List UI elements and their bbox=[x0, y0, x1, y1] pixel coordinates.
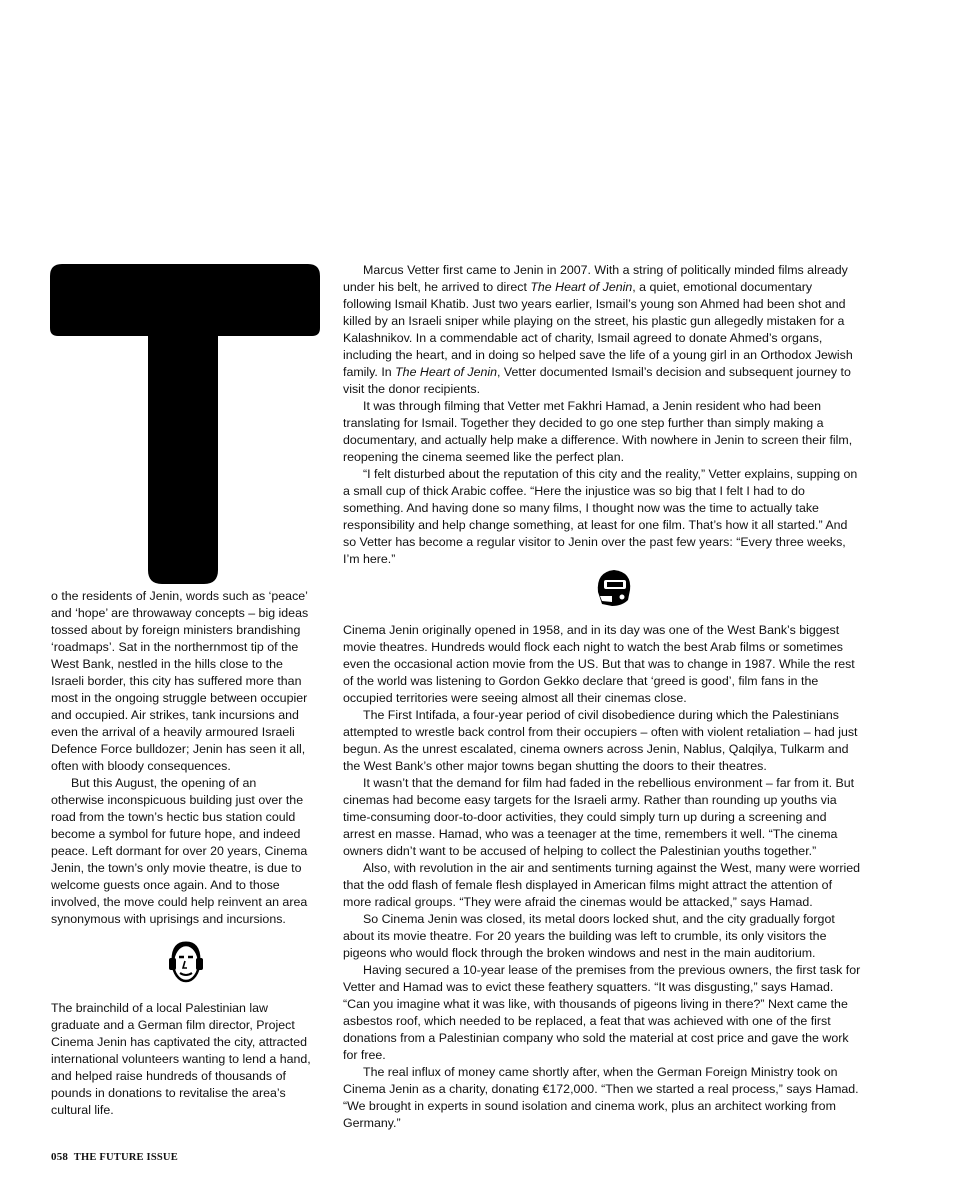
text-run: , Vetter documented Ismail’s decision and subsequent journey to visit the donor recipients. bbox=[343, 365, 851, 396]
paragraph: The real influx of money came shortly after, when the German Foreign Ministry took on Cinema Jenin as a charity, donating €172,000. “Then we started a real process,” says Hamad. “We brought in experts in sound isolation and cinema work, plus an architect working from Germany.” bbox=[343, 1065, 859, 1130]
text-run: , a quiet, emotional documentary following Ismail Khatib. Just two years earlier, Ismail’s young son Ahmed had been shot and killed by an Israeli sniper while playing on the street, his plastic gun allegedly mistaken for a Kalashnikov. In a commendable act of charity, Ismail agreed to donate Ahmed’s organs, including the heart, and in doing so helped save the life of a young girl in an Orthodox Jewish family. In bbox=[343, 280, 853, 379]
paragraph: So Cinema Jenin was closed, its metal doors locked shut, and the city gradually forgot about its movie theatre. For 20 years the building was left to crumble, its only visitors the pigeons who would flock through the broken windows and nest in the main auditorium. bbox=[343, 912, 835, 960]
paragraph: Cinema Jenin originally opened in 1958, and in its day was one of the West Bank’s biggest movie theatres. Hundreds would flock each night to watch the best Arab films or sometimes even the occasional action movie from the US. But that was to change in 1987. While the rest of the world was listening to Gordon Gekko declare that ‘greed is good’, film fans in the occupied territories were seeing almost all their cinemas close. bbox=[343, 623, 855, 705]
text-run: Marcus Vetter first came to Jenin in 2007. With a string of politically minded films already under his belt, he arrived to direct bbox=[343, 263, 848, 294]
paragraph: It was through filming that Vetter met Fakhri Hamad, a Jenin resident who had been translating for Ismail. Together they decided to go one step further than simply making a documentary, and actually help make a difference. With nowhere in Jenin to screen their film, reopening the cinema seemed like the perfect plan. bbox=[343, 399, 853, 464]
right-column-bottom bbox=[343, 622, 861, 1132]
paragraph: “I felt disturbed about the reputation of this city and the reality,” Vetter explains, supping on a small cup of thick Arabic coffee. “Here the injustice was so big that I felt I had to do something. And having done so many films, I thought now was the time to actually take responsibility and help change something, at least for one film. That’s how it all started.” And so Vetter has become a regular visitor to Jenin over the past few years: “Every three weeks, I’m here.” bbox=[343, 467, 858, 566]
right-column-top bbox=[343, 262, 861, 568]
paragraph: The brainchild of a local Palestinian law graduate and a German film director, Project Cinema Jenin has captivated the city, attracted international volunteers wanting to lend a hand, and helped raise hundreds of thousands of pounds in donations to revitalise the area’s cultural life. bbox=[51, 1001, 311, 1117]
page-number: 058 bbox=[51, 1151, 69, 1163]
section-title: THE FUTURE ISSUE bbox=[73, 1152, 178, 1163]
helmet-robot-icon bbox=[592, 566, 636, 610]
paragraph: Also, with revolution in the air and sentiments turning against the West, many were worried that the odd flash of female flesh displayed in American films might attract the attention of more radical groups. “They were afraid the cinemas would be attacked,” says Hamad. bbox=[343, 861, 861, 909]
paragraph: But this August, the opening of an otherwise inconspicuous building just over the road from the town’s hectic bus station could become a symbol for future hope, and indeed peace. Left dormant for over 20 years, Cinema Jenin, the town’s only movie theatre, is due to welcome guests once again. And to those involved, the move could help reinvent an area synonymous with uprisings and incursions. bbox=[51, 776, 308, 926]
headphones-face-icon bbox=[166, 940, 206, 986]
intro-paragraph: o the residents of Jenin, words such as ‘peace’ and ‘hope’ are throwaway concepts – big ideas tossed about by foreign ministers brandishing ‘roadmaps’. Sat in the northernmost tip of the West Bank, nestled in the hills close to the Israeli border, this city has suffered more than most in the ongoing struggle between occupier and occupied. Air strikes, tank incursions and even the arrival of a heavily armoured Israeli Defence Force bulldozer; Jenin has seen it all, often with bloody consequences. bbox=[51, 589, 309, 773]
dropcap-t bbox=[50, 264, 320, 584]
film-title: The Heart of Jenin bbox=[530, 280, 633, 294]
paragraph: Having secured a 10-year lease of the premises from the previous owners, the first task for Vetter and Hamad was to evict these feathery squatters. “It was disgusting,” says Hamad. “Can you imagine what it was like, with thousands of pigeons living in there?” Next came the asbestos roof, which needed to be replaced, a feat that was achieved with one of the first donations from a Palestinian company who sold the material at cost price and gave the work for free. bbox=[343, 963, 861, 1062]
paragraph bbox=[343, 262, 861, 398]
film-title: The Heart of Jenin bbox=[395, 365, 498, 379]
page-footer bbox=[51, 1151, 178, 1163]
paragraph: It wasn’t that the demand for film had faded in the rebellious environment – far from it. But cinemas had become easy targets for the Israeli army. Rather than rounding up youths via time-consuming door-to-door activities, they could simply turn up during a screening and arrest en masse. Hamad, who was a teenager at the time, remembers it well. “The cinema owners didn’t want to be accused of helping to collect the Palestinian youths together.” bbox=[343, 776, 855, 858]
paragraph: The First Intifada, a four-year period of civil disobedience during which the Palestinians attempted to wrestle back control from their occupiers – often with violent retaliation – had just begun. As the unrest escalated, cinema owners across Jenin, Nablus, Qalqilya, Tulkarm and the West Bank’s other major towns began shutting the doors to their theatres. bbox=[343, 708, 858, 773]
left-column bbox=[51, 588, 311, 928]
left-column-bottom bbox=[51, 1000, 311, 1119]
